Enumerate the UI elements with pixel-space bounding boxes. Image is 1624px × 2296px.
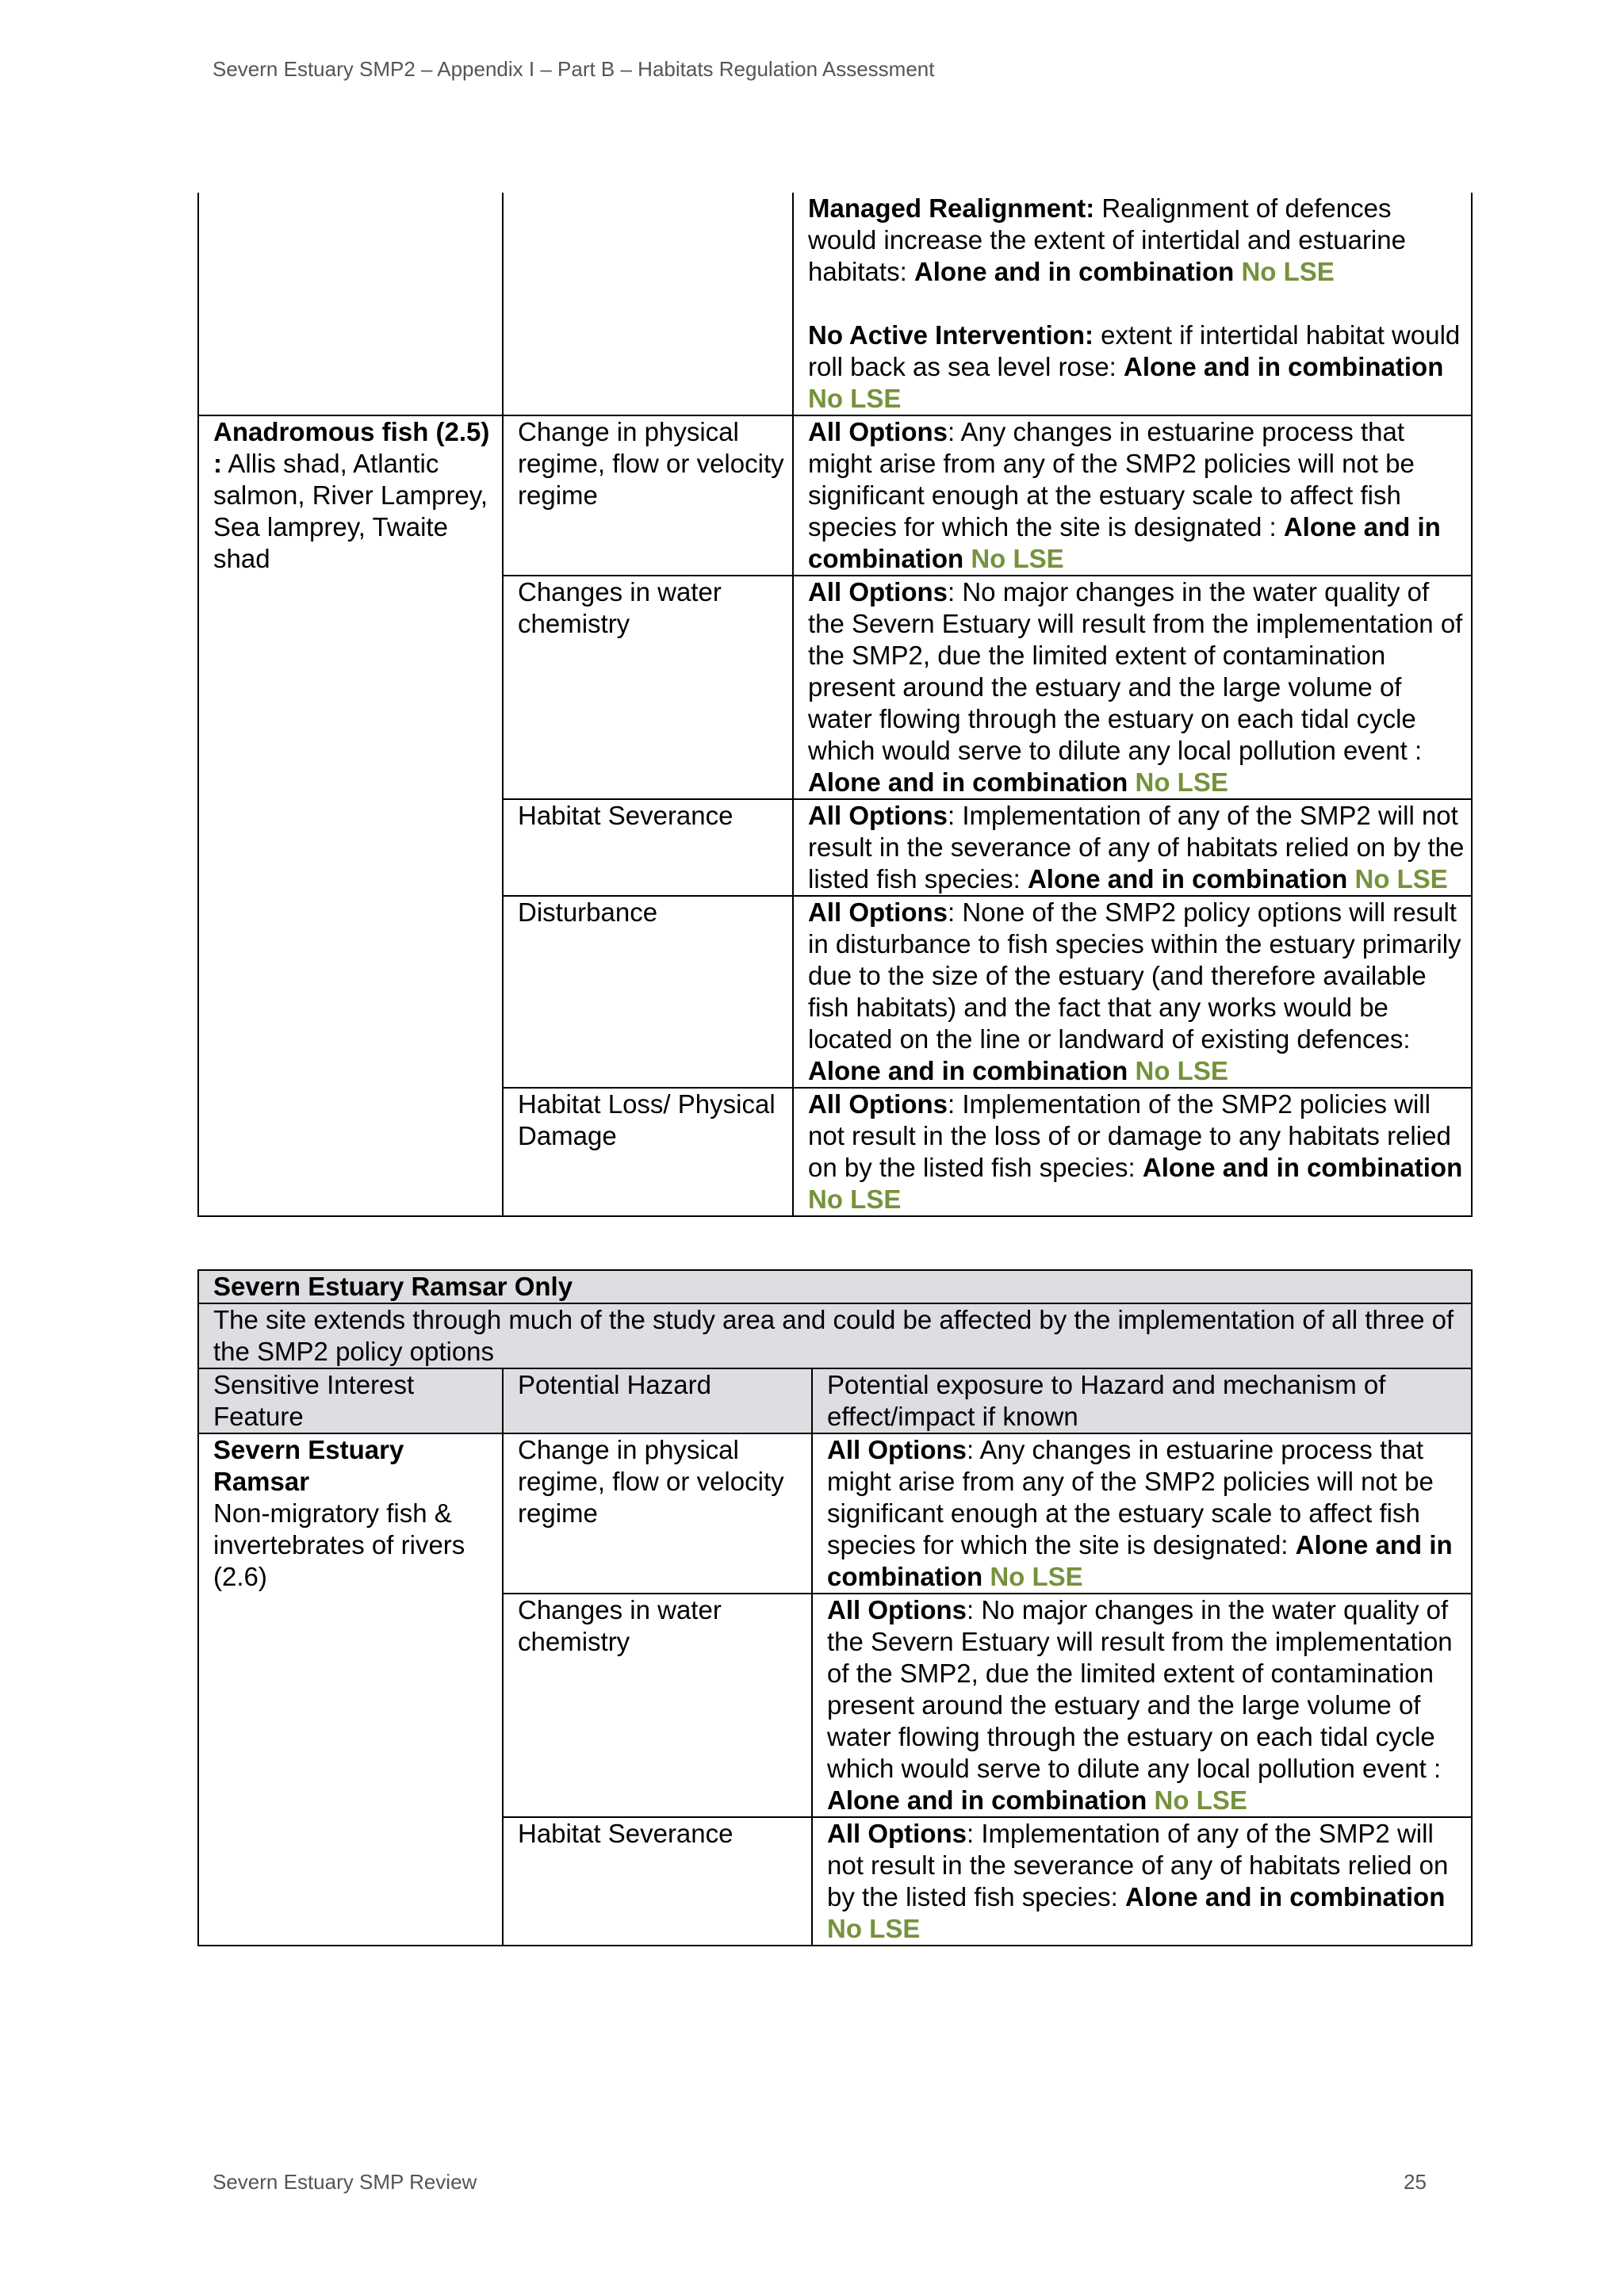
verdict-no-lse: No LSE	[827, 1914, 921, 1943]
verdict-no-lse: No LSE	[971, 544, 1064, 573]
feature-text: Allis shad, Atlantic salmon, River Lamprey, Sea lamprey, Twaite shad	[213, 449, 488, 573]
page-number: 25	[1404, 2170, 1427, 2194]
hazard-cell: Changes in water chemistry	[503, 1594, 812, 1817]
assessment-text: : Implementation of the SMP2 policies will not result in the loss of or damage to any habitats relied on by the listed fish species:	[808, 1089, 1451, 1182]
assessment-text: : Any changes in estuarine process that might arise from any of the SMP2 policies will not be significant enough at the estuary scale to affect fish species for which the site is designated:	[827, 1435, 1434, 1559]
assessment-cell	[812, 1433, 1472, 1594]
verdict-no-lse: No LSE	[808, 1184, 902, 1214]
alone-in-combination: Alone and in combination	[1124, 352, 1444, 381]
all-options-label: All Options	[808, 801, 948, 830]
hazard-cell: Changes in water chemistry	[503, 576, 793, 799]
table-title: Severn Estuary Ramsar Only	[198, 1270, 1472, 1303]
table-header-row	[198, 1368, 1472, 1433]
assessment-text: : No major changes in the water quality of the Severn Estuary will result from the implementation of the SMP2, due the limited extent of contamination present around the estuary and the large volume of water flowing through the estuary on each tidal cycle which would serve to dilute any local pollution event :	[827, 1595, 1453, 1783]
feature-cell-empty	[198, 193, 503, 415]
all-options-label: All Options	[808, 1089, 948, 1119]
feature-title: Anadromous fish (2.5) :	[213, 417, 490, 478]
option-label: Managed Realignment:	[808, 193, 1095, 223]
alone-in-combination: Alone and in combination	[808, 767, 1128, 797]
all-options-label: All Options	[808, 897, 948, 927]
assessment-cell	[793, 896, 1472, 1088]
verdict-no-lse: No LSE	[1241, 257, 1335, 286]
alone-in-combination: Alone and in combination	[914, 257, 1235, 286]
all-options-label: All Options	[808, 417, 948, 446]
assessment-text: : Any changes in estuarine process that might arise from any of the SMP2 policies will not be significant enough at the estuary scale to affect fish species for which the site is designated :	[808, 417, 1415, 541]
feature-title: Severn Estuary Ramsar	[213, 1435, 404, 1496]
column-header: Potential Hazard	[503, 1368, 812, 1433]
all-options-label: All Options	[827, 1819, 967, 1848]
alone-in-combination: Alone and in combination	[808, 1056, 1128, 1085]
assessment-cell	[812, 1594, 1472, 1817]
assessment-text: : No major changes in the water quality of the Severn Estuary will result from the implementation of the SMP2, due the limited extent of contamination present around the estuary and the large volume of water flowing through the estuary on each tidal cycle which would serve to dilute any local pollution event :	[808, 577, 1463, 765]
hazard-cell: Habitat Severance	[503, 1817, 812, 1946]
habitats-table-continued	[197, 193, 1473, 1217]
alone-in-combination: Alone and in combination	[827, 1530, 1453, 1591]
all-options-label: All Options	[827, 1435, 967, 1464]
assessment-cell	[812, 1817, 1472, 1946]
verdict-no-lse: No LSE	[1135, 767, 1228, 797]
hazard-cell: Disturbance	[503, 896, 793, 1088]
assessment-text: extent if intertidal habitat would roll back as sea level rose:	[808, 320, 1461, 381]
table-row	[198, 1433, 1472, 1594]
column-header: Sensitive Interest Feature	[198, 1368, 503, 1433]
hazard-cell: Change in physical regime, flow or velocity regime	[503, 1433, 812, 1594]
assessment-cell	[793, 1088, 1472, 1216]
all-options-label: All Options	[808, 577, 948, 607]
verdict-no-lse: No LSE	[1354, 864, 1448, 894]
verdict-no-lse: No LSE	[990, 1562, 1083, 1591]
alone-in-combination: Alone and in combination	[808, 512, 1441, 573]
assessment-text: Realignment of defences would increase the extent of intertidal and estuarine habitats:	[808, 193, 1406, 286]
hazard-cell-empty	[503, 193, 793, 415]
alone-in-combination: Alone and in combination	[1125, 1882, 1446, 1911]
table-title-row	[198, 1270, 1472, 1303]
alone-in-combination: Alone and in combination	[827, 1785, 1147, 1815]
assessment-text: : Implementation of any of the SMP2 will not result in the severance of any of habitats relied on by the listed fish species:	[808, 801, 1465, 894]
verdict-no-lse: No LSE	[1135, 1056, 1228, 1085]
assessment-cell	[793, 415, 1472, 576]
assessment-cell	[793, 193, 1472, 415]
table-row	[198, 193, 1472, 415]
all-options-label: All Options	[827, 1595, 967, 1624]
feature-cell	[198, 1433, 503, 1946]
assessment-cell	[793, 799, 1472, 896]
table-row	[198, 415, 1472, 576]
option-label: No Active Intervention:	[808, 320, 1094, 350]
feature-text: Non-migratory fish & invertebrates of rivers (2.6)	[213, 1498, 465, 1591]
assessment-text: : None of the SMP2 policy options will result in disturbance to fish species within the estuary primarily due to the size of the estuary (and therefore available fish habitats) and the fact that any works would be located on the line or landward of existing defences:	[808, 897, 1461, 1054]
assessment-cell	[793, 576, 1472, 799]
table-intro-row	[198, 1303, 1472, 1368]
alone-in-combination: Alone and in combination	[1142, 1153, 1463, 1182]
page-header: Severn Estuary SMP2 – Appendix I – Part B – Habitats Regulation Assessment	[213, 57, 935, 81]
verdict-no-lse: No LSE	[808, 384, 902, 413]
hazard-cell: Habitat Severance	[503, 799, 793, 896]
footer-title: Severn Estuary SMP Review	[213, 2170, 477, 2194]
column-header: Potential exposure to Hazard and mechanism of effect/impact if known	[812, 1368, 1472, 1433]
ramsar-table	[197, 1269, 1473, 1946]
feature-cell	[198, 415, 503, 1216]
assessment-text: : Implementation of any of the SMP2 will not result in the severance of any of habitats relied on by the listed fish species:	[827, 1819, 1449, 1911]
hazard-cell: Change in physical regime, flow or velocity regime	[503, 415, 793, 576]
alone-in-combination: Alone and in combination	[1027, 864, 1348, 894]
hazard-cell: Habitat Loss/ Physical Damage	[503, 1088, 793, 1216]
verdict-no-lse: No LSE	[1154, 1785, 1247, 1815]
table-intro: The site extends through much of the study area and could be affected by the implementation of all three of the SMP2 policy options	[198, 1303, 1472, 1368]
